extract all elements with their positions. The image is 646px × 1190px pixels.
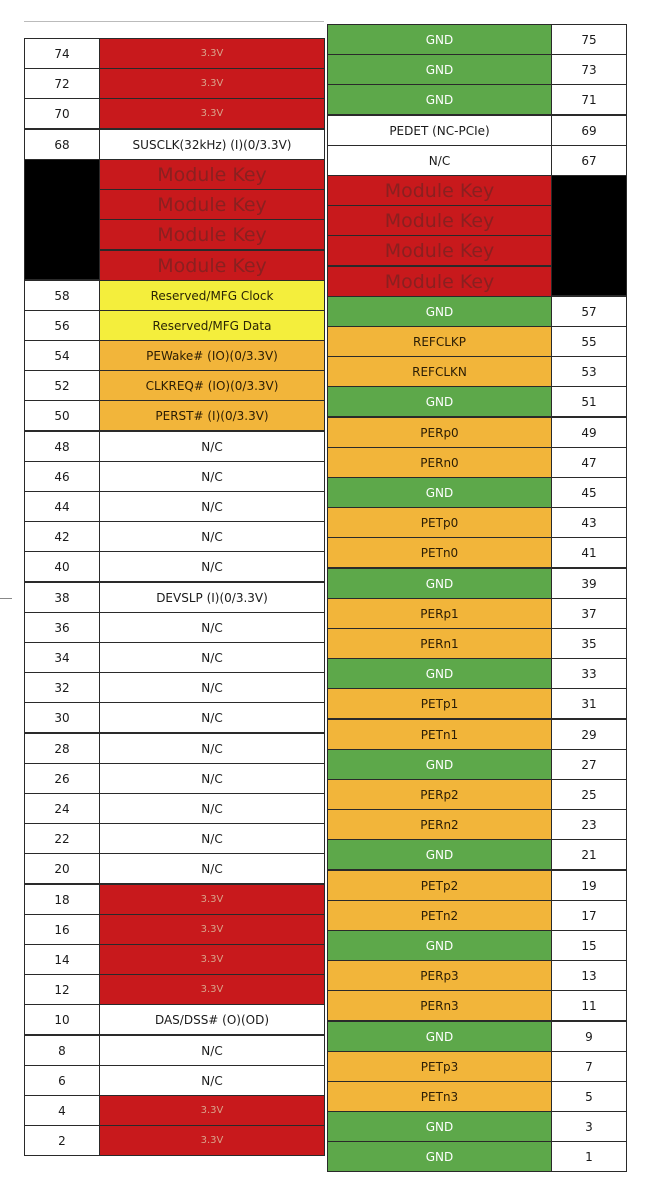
pin-number: 67	[551, 145, 627, 176]
pin-signal-label: N/C	[99, 853, 325, 884]
pin-number: 47	[551, 447, 627, 478]
pin-signal-label: PETn0	[327, 537, 552, 568]
pin-number: 69	[551, 115, 627, 146]
module-key-label: Module Key	[99, 189, 325, 220]
key-notch-left	[24, 159, 100, 280]
pin-signal-label: PERp1	[327, 598, 552, 629]
pin-signal-label: PETp3	[327, 1051, 552, 1082]
pin-number: 32	[24, 672, 100, 703]
pin-number: 38	[24, 582, 100, 613]
pin-number: 41	[551, 537, 627, 568]
pin-number: 8	[24, 1035, 100, 1066]
pin-signal-label: DAS/DSS# (O)(OD)	[99, 1004, 325, 1035]
pin-number: 36	[24, 612, 100, 643]
key-notch-right	[551, 175, 627, 296]
pin-signal-label: N/C	[99, 461, 325, 492]
pin-signal-label: 3.3V	[99, 1095, 325, 1126]
pin-signal-label: GND	[327, 296, 552, 327]
pin-number: 9	[551, 1021, 627, 1052]
pin-number: 52	[24, 370, 100, 401]
pin-signal-label: PETp0	[327, 507, 552, 538]
pin-signal-label: PETn2	[327, 900, 552, 931]
pin-number: 26	[24, 763, 100, 794]
pin-signal-label: GND	[327, 477, 552, 508]
pin-number: 58	[24, 280, 100, 311]
module-key-label: Module Key	[99, 159, 325, 190]
pin-number: 50	[24, 400, 100, 431]
pin-number: 22	[24, 823, 100, 854]
pin-number: 25	[551, 779, 627, 810]
pin-signal-label: 3.3V	[99, 38, 325, 69]
pin-number: 42	[24, 521, 100, 552]
pin-signal-label: N/C	[99, 793, 325, 824]
pin-signal-label: PEWake# (IO)(0/3.3V)	[99, 340, 325, 371]
pin-number: 14	[24, 944, 100, 975]
pin-number: 5	[551, 1081, 627, 1112]
pin-number: 29	[551, 719, 627, 750]
pin-signal-label: PERp0	[327, 417, 552, 448]
pin-number: 20	[24, 853, 100, 884]
pin-number: 27	[551, 749, 627, 780]
pin-signal-label: 3.3V	[99, 884, 325, 915]
pin-number: 70	[24, 98, 100, 129]
pin-signal-label: Reserved/MFG Data	[99, 310, 325, 341]
pin-number: 54	[24, 340, 100, 371]
pin-signal-label: N/C	[99, 733, 325, 764]
pin-signal-label: PERST# (I)(0/3.3V)	[99, 400, 325, 431]
pin-signal-label: GND	[327, 658, 552, 689]
pin-number: 34	[24, 642, 100, 673]
pin-number: 19	[551, 870, 627, 901]
pin-number: 1	[551, 1141, 627, 1172]
pin-signal-label: Reserved/MFG Clock	[99, 280, 325, 311]
module-key-label: Module Key	[327, 205, 552, 236]
pin-signal-label: N/C	[99, 521, 325, 552]
pin-number: 43	[551, 507, 627, 538]
pin-number: 56	[24, 310, 100, 341]
pin-number: 53	[551, 356, 627, 387]
pin-signal-label: N/C	[99, 763, 325, 794]
pin-signal-label: PERn3	[327, 990, 552, 1021]
module-key-label: Module Key	[327, 235, 552, 266]
pin-number: 23	[551, 809, 627, 840]
margin-tick	[0, 598, 12, 599]
pin-signal-label: PERn0	[327, 447, 552, 478]
pin-number: 46	[24, 461, 100, 492]
pin-number: 15	[551, 930, 627, 961]
pin-number: 16	[24, 914, 100, 945]
pin-number: 51	[551, 386, 627, 417]
pin-number: 30	[24, 702, 100, 733]
pin-signal-label: PETn3	[327, 1081, 552, 1112]
pin-signal-label: DEVSLP (I)(0/3.3V)	[99, 582, 325, 613]
pin-signal-label: PERn1	[327, 628, 552, 659]
pin-signal-label: N/C	[99, 702, 325, 733]
pin-signal-label: CLKREQ# (IO)(0/3.3V)	[99, 370, 325, 401]
pin-signal-label: PETn1	[327, 719, 552, 750]
pin-signal-label: GND	[327, 749, 552, 780]
pin-signal-label: N/C	[99, 823, 325, 854]
pin-number: 17	[551, 900, 627, 931]
pin-number: 4	[24, 1095, 100, 1126]
pin-number: 35	[551, 628, 627, 659]
pin-number: 73	[551, 54, 627, 85]
pin-number: 45	[551, 477, 627, 508]
pin-number: 49	[551, 417, 627, 448]
pin-number: 12	[24, 974, 100, 1005]
pin-number: 75	[551, 24, 627, 55]
pin-number: 39	[551, 568, 627, 599]
pin-signal-label: GND	[327, 1141, 552, 1172]
pin-signal-label: N/C	[99, 1065, 325, 1096]
pin-signal-label: PERn2	[327, 809, 552, 840]
pin-number: 33	[551, 658, 627, 689]
pin-signal-label: 3.3V	[99, 914, 325, 945]
pin-signal-label: N/C	[99, 672, 325, 703]
top-border-line	[24, 21, 324, 22]
pin-number: 7	[551, 1051, 627, 1082]
pin-signal-label: N/C	[99, 491, 325, 522]
pin-signal-label: PERp3	[327, 960, 552, 991]
pin-signal-label: GND	[327, 1111, 552, 1142]
pin-signal-label: N/C	[99, 431, 325, 462]
pin-signal-label: PETp2	[327, 870, 552, 901]
pin-signal-label: GND	[327, 24, 552, 55]
pin-number: 72	[24, 68, 100, 99]
pin-number: 55	[551, 326, 627, 357]
pin-signal-label: N/C	[327, 145, 552, 176]
module-key-label: Module Key	[327, 266, 552, 297]
pin-number: 21	[551, 839, 627, 870]
pin-signal-label: SUSCLK(32kHz) (I)(0/3.3V)	[99, 129, 325, 160]
pin-signal-label: N/C	[99, 642, 325, 673]
pin-number: 24	[24, 793, 100, 824]
pin-signal-label: GND	[327, 386, 552, 417]
pin-signal-label: GND	[327, 930, 552, 961]
pin-signal-label: 3.3V	[99, 944, 325, 975]
pin-signal-label: 3.3V	[99, 1125, 325, 1156]
pin-number: 31	[551, 688, 627, 719]
pin-number: 57	[551, 296, 627, 327]
pin-signal-label: GND	[327, 568, 552, 599]
pin-number: 6	[24, 1065, 100, 1096]
module-key-label: Module Key	[99, 219, 325, 250]
module-key-label: Module Key	[99, 250, 325, 281]
pin-signal-label: REFCLKN	[327, 356, 552, 387]
pin-number: 28	[24, 733, 100, 764]
pin-signal-label: N/C	[99, 612, 325, 643]
pin-number: 2	[24, 1125, 100, 1156]
pin-number: 48	[24, 431, 100, 462]
pin-signal-label: N/C	[99, 551, 325, 582]
pin-number: 40	[24, 551, 100, 582]
pin-signal-label: GND	[327, 839, 552, 870]
pin-signal-label: GND	[327, 84, 552, 115]
pin-signal-label: 3.3V	[99, 974, 325, 1005]
module-key-label: Module Key	[327, 175, 552, 206]
pin-number: 71	[551, 84, 627, 115]
pin-number: 3	[551, 1111, 627, 1142]
pin-number: 37	[551, 598, 627, 629]
pin-signal-label: 3.3V	[99, 68, 325, 99]
pin-number: 18	[24, 884, 100, 915]
pin-number: 68	[24, 129, 100, 160]
pin-signal-label: GND	[327, 54, 552, 85]
pin-number: 74	[24, 38, 100, 69]
pin-signal-label: PERp2	[327, 779, 552, 810]
pin-signal-label: GND	[327, 1021, 552, 1052]
pin-signal-label: PEDET (NC-PCIe)	[327, 115, 552, 146]
pin-signal-label: N/C	[99, 1035, 325, 1066]
pin-number: 11	[551, 990, 627, 1021]
pin-number: 10	[24, 1004, 100, 1035]
pin-number: 44	[24, 491, 100, 522]
pin-signal-label: REFCLKP	[327, 326, 552, 357]
pin-signal-label: PETp1	[327, 688, 552, 719]
pin-number: 13	[551, 960, 627, 991]
pin-signal-label: 3.3V	[99, 98, 325, 129]
